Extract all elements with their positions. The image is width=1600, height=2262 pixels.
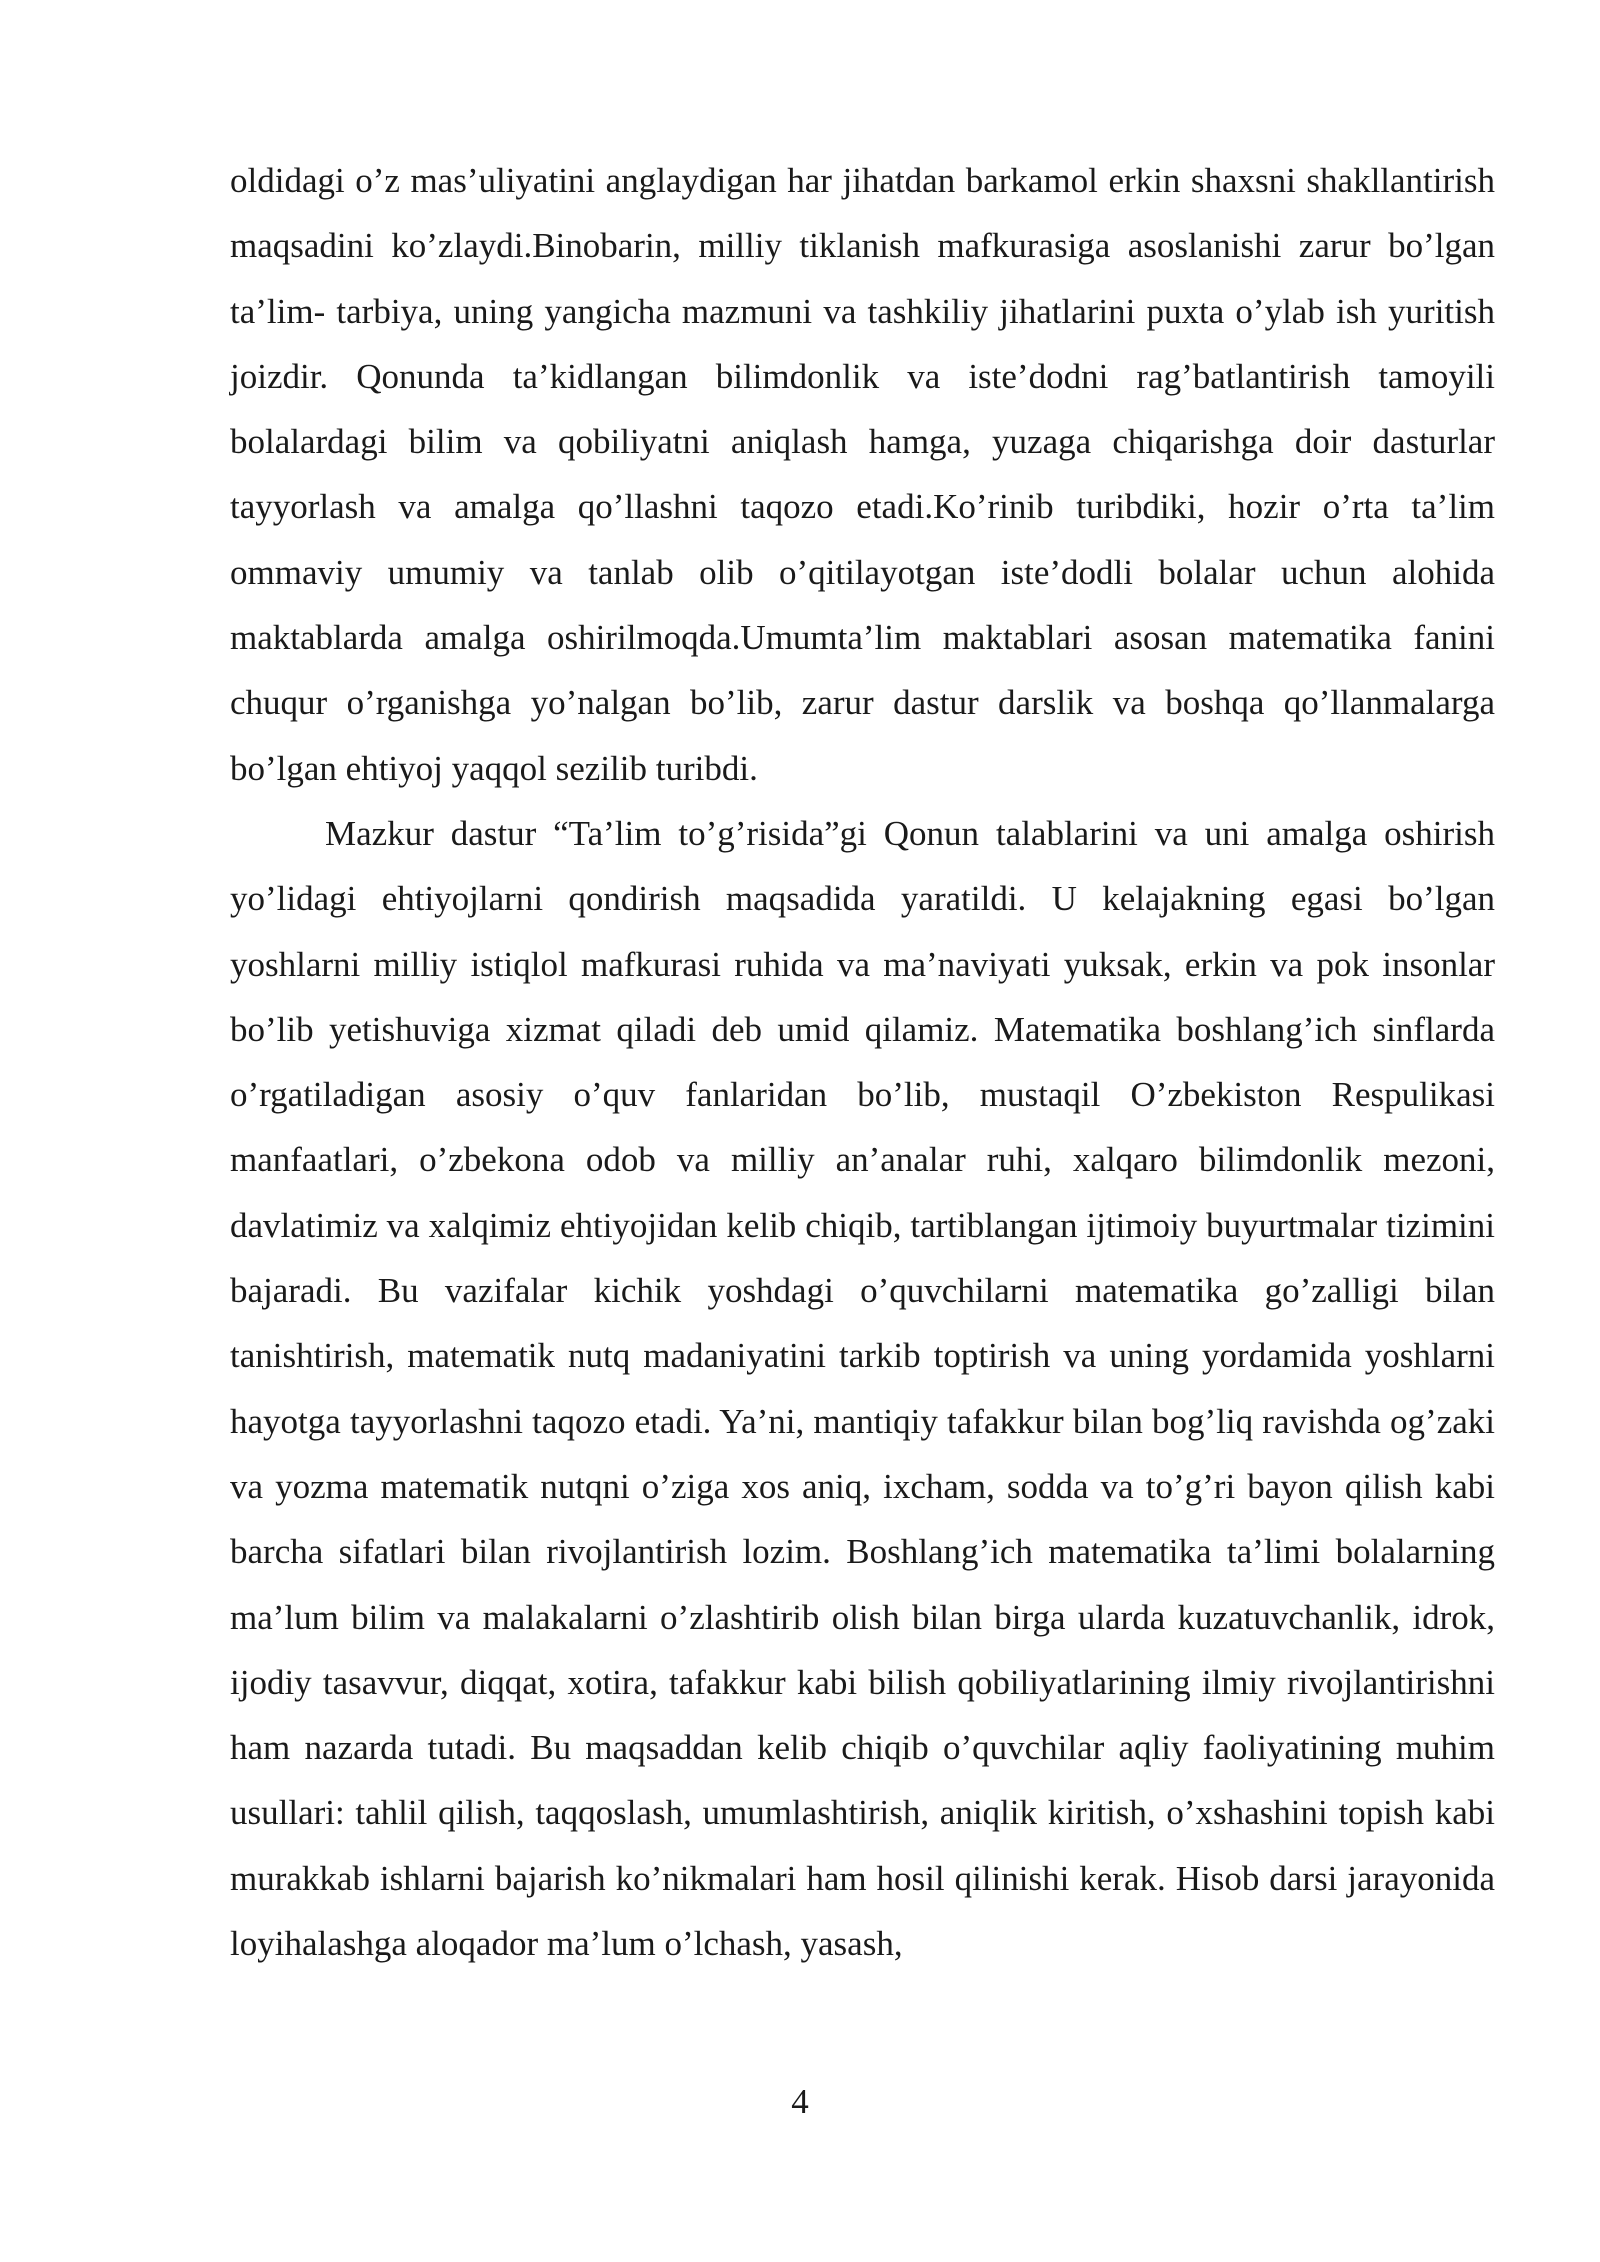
page-number: 4 (791, 2082, 809, 2121)
paragraph-1: oldidagi o’z mas’uliyatini anglaydigan har jihatdan barkamol erkin shaxsni shakllantirish maqsadini ko’zlaydi.Binobarin, milliy tiklanish mafkurasiga asoslanishi zarur bo’lgan ta’lim- tarbiya, uning yangicha mazmuni va tashkiliy jihatlarini puxta o’ylab ish yuritish joizdir. Qonunda ta’kidlangan bilimdonlik va iste’dodni rag’batlantirish tamoyili bolalardagi bilim va qobiliyatni aniqlash hamga, yuzaga chiqarishga doir dasturlar tayyorlash va amalga qo’llashni taqozo etadi.Ko’rinib turibdiki, hozir o’rta ta’lim ommaviy umumiy va tanlab olib o’qitilayotgan iste’dodli bolalar uchun alohida maktablarda amalga oshirilmoqda.Umumta’lim maktablari asosan matematika fanini chuqur o’rganishga yo’nalgan bo’lib, zarur dastur darslik va boshqa qo’llanmalarga bo’lgan ehtiyoj yaqqol sezilib turibdi. (230, 161, 1495, 788)
body-text (230, 148, 1495, 1976)
paragraph-2: Mazkur dastur “Ta’lim to’g’risida”gi Qonun talablarini va uni amalga oshirish yo’lidagi ehtiyojlarni qondirish maqsadida yaratildi. U kelajakning egasi bo’lgan yoshlarni milliy istiqlol mafkurasi ruhida va ma’naviyati yuksak, erkin va pok insonlar bo’lib yetishuviga xizmat qiladi deb umid qilamiz. Matematika boshlang’ich sinflarda o’rgatiladigan asosiy o’quv fanlaridan bo’lib, mustaqil O’zbekiston Respulikasi manfaatlari, o’zbekona odob va milliy an’analar ruhi, xalqaro bilimdonlik mezoni, davlatimiz va xalqimiz ehtiyojidan kelib chiqib, tartiblangan ijtimoiy buyurtmalar tizimini bajaradi. Bu vazifalar kichik yoshdagi o’quvchilarni matematika go’zalligi bilan tanishtirish, matematik nutq madaniyatini tarkib toptirish va uning yordamida yoshlarni hayotga tayyorlashni taqozo etadi. Ya’ni, mantiqiy tafakkur bilan bog’liq ravishda og’zaki va yozma matematik nutqni o’ziga xos aniq, ixcham, sodda va to’g’ri bayon qilish kabi barcha sifatlari bilan rivojlantirish lozim. Boshlang’ich matematika ta’limi bolalarning ma’lum bilim va malakalarni o’zlashtirib olish bilan birga ularda kuzatuvchanlik, idrok, ijodiy tasavvur, diqqat, xotira, tafakkur kabi bilish qobiliyatlarining ilmiy rivojlantirishni ham nazarda tutadi. Bu maqsaddan kelib chiqib o’quvchilar aqliy faoliyatining muhim usullari: tahlil qilish, taqqoslash, umumlashtirish, aniqlik kiritish, o’xshashini topish kabi murakkab ishlarni bajarish ko’nikmalari ham hosil qilinishi kerak. Hisob darsi jarayonida loyihalashga aloqador ma’lum o’lchash, yasash, (230, 813, 1495, 1964)
